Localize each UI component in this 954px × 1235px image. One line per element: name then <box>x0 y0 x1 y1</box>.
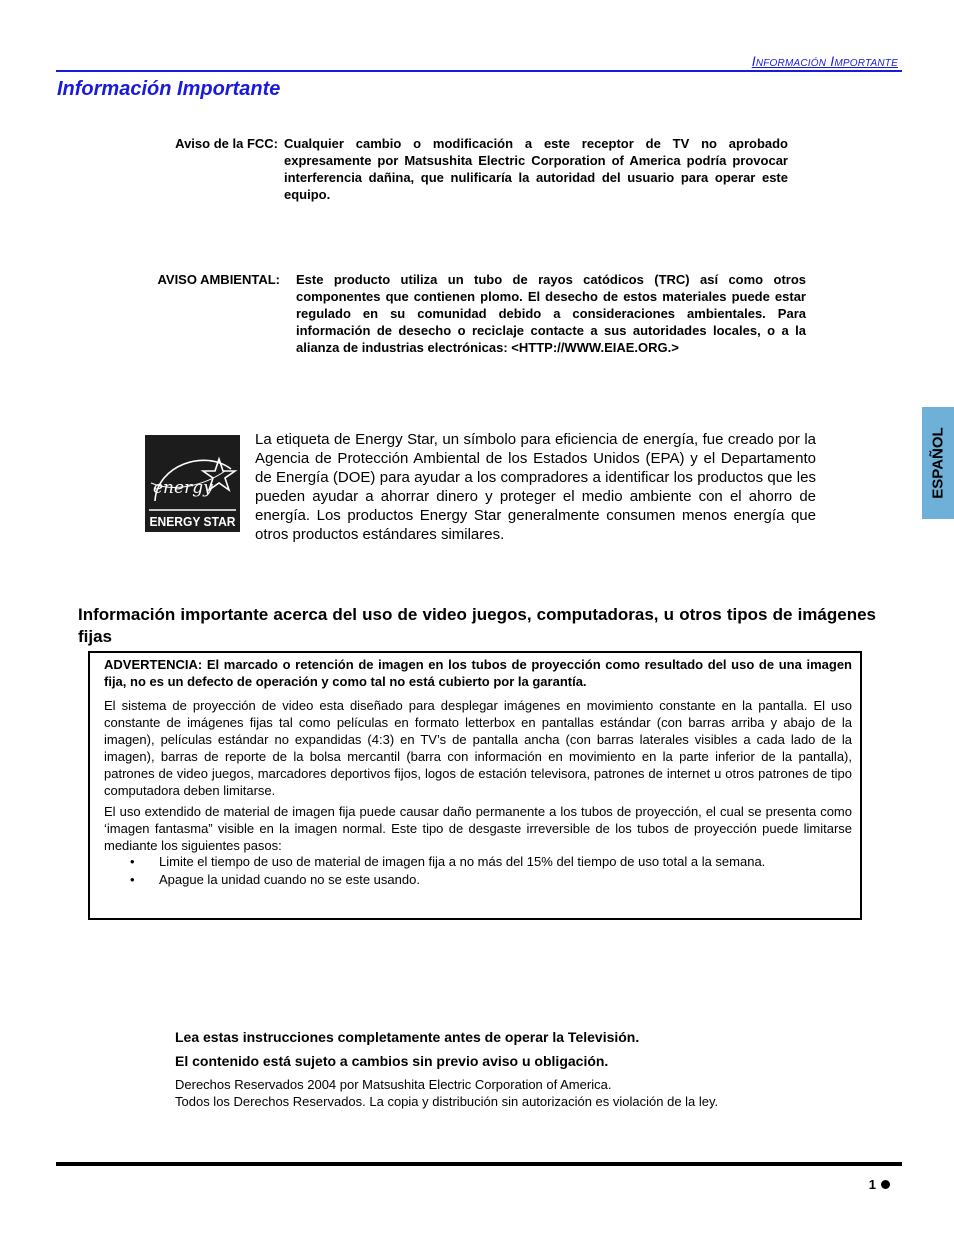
warning-paragraph-2: El uso extendido de material de imagen fija puede causar daño permanente a los tubos de proyección, el cual se presenta como ‘imagen fantasma” visible en la imagen normal. Este tipo de desgaste irreversible de los tubos de proyección puede limitarse mediante los siguientes pasos: <box>104 804 852 853</box>
energy-star-logo <box>145 435 240 532</box>
subject-to-change-notice: El contenido está sujeto a cambios sin previo aviso u obligación. <box>175 1053 609 1069</box>
header-section-label: Información Importante <box>751 53 898 69</box>
page-title: Información Importante <box>57 78 281 100</box>
energy-star-icon <box>145 435 240 532</box>
footer-divider <box>56 1162 902 1166</box>
warning-statement: ADVERTENCIA: El marcado o retención de imagen en los tubos de proyección como resultado del uso de una imagen fija, no es un defecto de operación y como tal no está cubierto por la garantía. <box>104 657 852 689</box>
environmental-notice-body: Este producto utiliza un tubo de rayos catódicos (TRC) así como otros componentes que contienen plomo. El desecho de estos materiales puede estar regulado en su comunidad debido a consideraciones ambientales. Para información de desecho o reciclaje contacte a sus autoridades locales, o a la alianza de industrias electrónicas: <HTTP://WWW.EIAE.ORG.> <box>296 272 806 355</box>
environmental-notice-label: AVISO AMBIENTAL: <box>157 272 280 287</box>
fixed-images-heading: Información importante acerca del uso de video juegos, computadoras, u otros tipos de imágenes fijas <box>78 605 876 646</box>
read-instructions-notice: Lea estas instrucciones completamente antes de operar la Televisión. <box>175 1029 640 1045</box>
header-divider <box>56 70 902 72</box>
copyright-line: Derechos Reservados 2004 por Matsushita Electric Corporation of America. <box>175 1077 612 1092</box>
energy-star-description: La etiqueta de Energy Star, un símbolo para eficiencia de energía, fue creado por la Agencia de Protección Ambiental de los Estados Unidos (EPA) y el Departamento de Energía (DOE) para ayudar a los compradores a identificar los productos que les pueden ayudar a ahorrar dinero y proteger el medio ambiente con el ahorro de energía. Los productos Energy Star generalmente consumen menos energía que otros productos estándares similares. <box>255 431 816 543</box>
language-tab-label: ESPAÑOL <box>929 427 947 499</box>
bullet-marker: • <box>130 854 135 869</box>
energy-star-caption: ENERGY STAR <box>149 515 236 529</box>
rights-line: Todos los Derechos Reservados. La copia y distribución sin autorización es violación de la ley. <box>175 1094 719 1109</box>
bullet-dot-icon <box>881 1180 890 1189</box>
bullet-item: Apague la unidad cuando no se este usando. <box>159 872 420 887</box>
page-number: 1 <box>868 1177 876 1192</box>
bullet-item: Limite el tiempo de uso de material de imagen fija a no más del 15% del tiempo de uso total a la semana. <box>159 854 766 869</box>
warning-paragraph-1: El sistema de proyección de video esta diseñado para desplegar imágenes en movimiento constante en la pantalla. El uso constante de imágenes fijas tal como películas en formato letterbox en pantallas estándar (con barras arriba y abajo de la imagen), películas estándar no expandidas (4:3) en TV’s de pantalla ancha (con barras laterales visibles a cada lado de la imagen), barras de reporte de la bolsa mercantil (barra con información en movimiento en la parte inferior de la pantalla), patrones de video juegos, marcadores deportivos fijos, logos de estación televisora, patrones de internet u otros patrones de tipo computadora deben limitarse. <box>104 698 852 798</box>
language-tab <box>922 407 954 519</box>
bullet-marker: • <box>130 872 135 887</box>
fcc-notice-label: Aviso de la FCC: <box>175 136 278 151</box>
fcc-notice-body: Cualquier cambio o modificación a este receptor de TV no aprobado expresamente por Matsushita Electric Corporation of America podría provocar interferencia dañina, que nulificaría la autoridad del usuario para operar este equipo. <box>284 136 788 202</box>
energy-script-text: energy <box>153 478 213 498</box>
